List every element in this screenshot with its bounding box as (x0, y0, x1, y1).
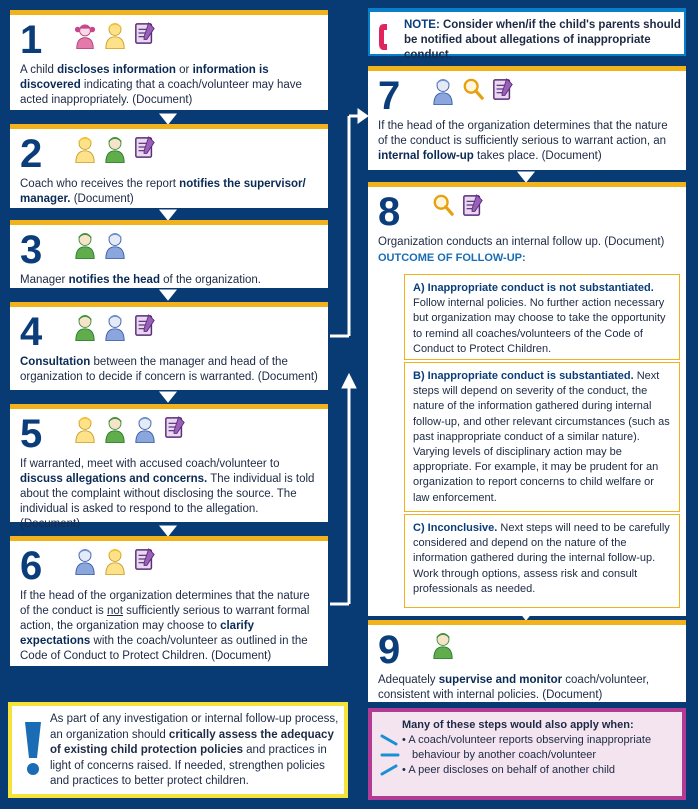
head-icon (432, 77, 454, 105)
step-text: Manager notifies the head of the organization. (20, 274, 261, 286)
step-9-card (368, 620, 686, 702)
step-number: 5 (20, 412, 43, 456)
step-number: 6 (20, 544, 43, 588)
step-3-card (10, 220, 328, 288)
head-icon (134, 415, 156, 443)
note-label: NOTE: (404, 19, 440, 31)
coach-icon (104, 21, 126, 49)
head-icon (74, 547, 96, 575)
document-icon (164, 415, 186, 439)
step-number: 3 (20, 228, 43, 272)
manager-icon (432, 631, 454, 659)
manager-icon (104, 415, 126, 443)
step-number: 1 (20, 18, 43, 62)
document-icon (134, 135, 156, 159)
step-number: 7 (378, 74, 401, 118)
document-icon (492, 77, 514, 101)
step-text: Adequately supervise and monitor coach/volunteer, consistent with internal policies. (Document) (378, 674, 650, 701)
step-text: Consultation between the manager and head of the organization to decide if concern is warranted. (Document) (20, 356, 318, 383)
step-text: If the head of the organization determines that the nature of the conduct is sufficiently serious to warrant action, an internal follow-up takes place. (Document) (378, 120, 668, 162)
step-number: 8 (378, 190, 401, 234)
step-6-card (10, 536, 328, 666)
parent-notification-note (368, 8, 686, 61)
also-applies-callout (368, 708, 686, 800)
head-icon (104, 231, 126, 259)
step-text: Coach who receives the report notifies the supervisor/ manager. (Document) (20, 178, 306, 205)
step-text: Organization conducts an internal follow up. (Document) (378, 236, 665, 248)
magnifier-icon (462, 77, 484, 101)
sparkle-icon (378, 730, 402, 785)
list-item: • A peer discloses on behalf of another child (402, 764, 616, 776)
coach-icon (104, 547, 126, 575)
policy-assessment-callout (8, 702, 348, 798)
coach-icon (74, 415, 96, 443)
step-2-card (10, 124, 328, 208)
phone-icon (378, 22, 398, 57)
list-item: • A coach/volunteer reports observing inappropriate behaviour by another coach/volunteer (402, 734, 652, 761)
document-icon (462, 193, 484, 217)
step-number: 9 (378, 628, 401, 672)
outcome-a: A) Inappropriate conduct is not substantiated. Follow internal policies. No further action necessary but organization may choose to take the opportunity to remind all coaches/volunteers of the Code of Conduct to Protect Children. (404, 274, 680, 360)
callout-title: Many of these steps would also apply when: (402, 719, 634, 731)
step-5-card (10, 404, 328, 530)
step-text: A child discloses information or information is discovered indicating that a coach/volunteer may have acted inappropriately. (Document) (20, 64, 302, 106)
note-text: Consider when/if the child's parents should be notified about allegations of inappropriate conduct. (404, 19, 681, 61)
magnifier-icon (432, 193, 454, 217)
outcome-c: C) Inconclusive. Next steps will need to be carefully considered and depend on the nature of the information gathered during the internal follow-up. Work through options, assess risk and consult professionals as needed. (404, 514, 680, 608)
step-text: If the head of the organization determines that the nature of the conduct is not sufficiently serious to warrant formal action, the organization may choose to clarify expectations with the coach/volunteer as outlined in the Code of Conduct to Protect Children. (Document) (20, 590, 310, 662)
step-7-card (368, 66, 686, 170)
child-icon (74, 21, 96, 49)
exclamation-icon (22, 720, 44, 783)
outcome-b: B) Inappropriate conduct is substantiated. Next steps will depend on severity of the conduct, the nature of the information gathered during internal follow-up, and other relevant circumstances (such as past inappropriate conduct of a similar nature). Varying levels of disciplinary action may be appropriate. For example, it may be prudent for an organization to report concerns to child welfare or law enforcement. (404, 362, 680, 512)
outcome-heading: OUTCOME OF FOLLOW-UP: (378, 252, 526, 264)
manager-icon (104, 135, 126, 163)
step-4-card (10, 302, 328, 390)
step-number: 4 (20, 310, 43, 354)
callout-text: As part of any investigation or internal follow-up process, an organization should critically assess the adequacy of existing child protection policies and practices in light of concerns raised. If needed, strengthen policies and practices to better protect children. (50, 713, 339, 787)
manager-icon (74, 313, 96, 341)
step-text: If warranted, meet with accused coach/volunteer to discuss allegations and concerns. The individual is told about the complaint without disclosing the source. The individual is asked to respond to the allegation. (Document) (20, 458, 315, 530)
document-icon (134, 21, 156, 45)
document-icon (134, 313, 156, 337)
step-number: 2 (20, 132, 43, 176)
step-1-card (10, 10, 328, 110)
head-icon (104, 313, 126, 341)
manager-icon (74, 231, 96, 259)
document-icon (134, 547, 156, 571)
coach-icon (74, 135, 96, 163)
